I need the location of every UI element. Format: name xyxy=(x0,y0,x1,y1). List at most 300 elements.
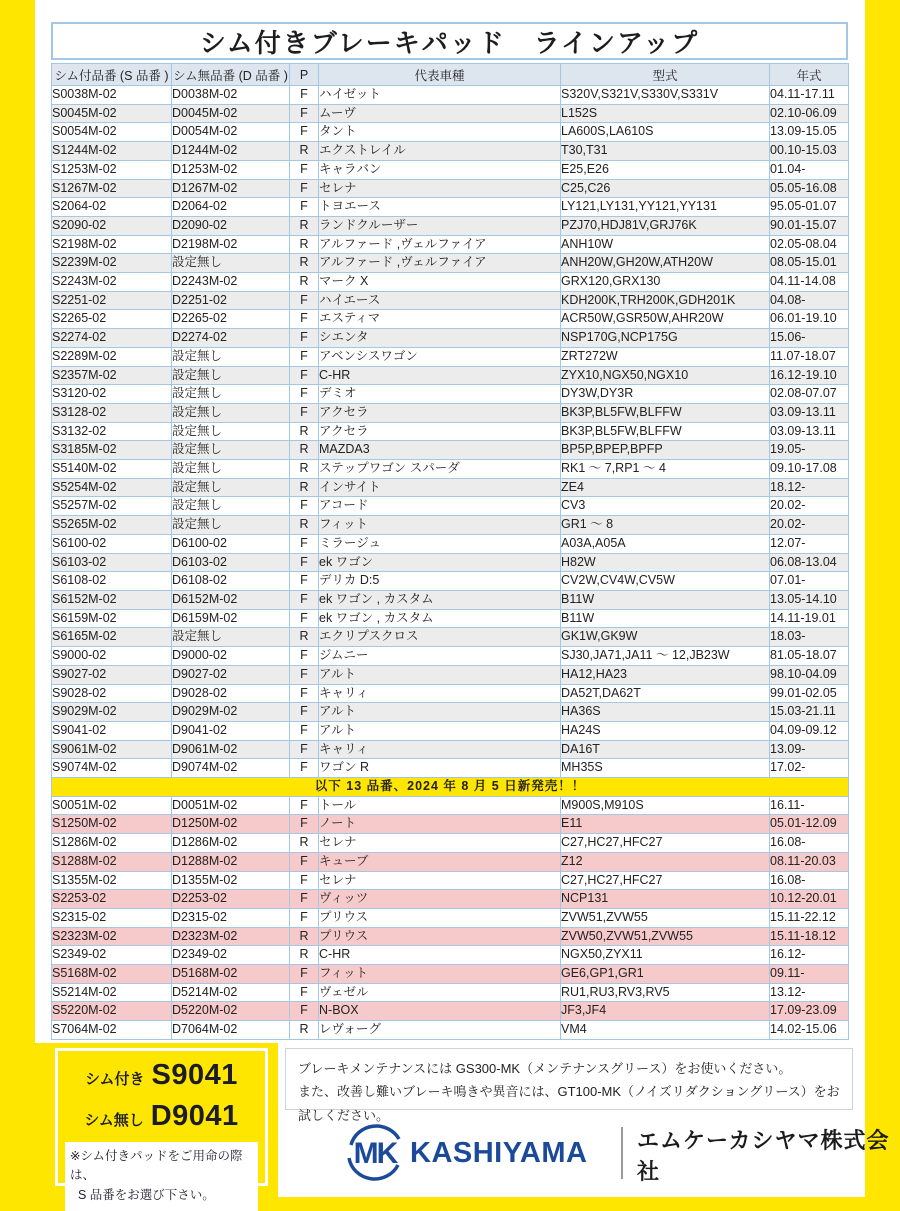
table-row xyxy=(52,198,849,217)
cell-d-code: D1244M-02 xyxy=(172,142,290,161)
cell-d-code: D2251-02 xyxy=(172,291,290,310)
cell-s-code: S2265-02 xyxy=(52,310,172,329)
cell-d-code: 設定無し xyxy=(172,628,290,647)
table-row xyxy=(52,983,849,1002)
cell-s-code: S2198M-02 xyxy=(52,235,172,254)
cell-s-code: S3128-02 xyxy=(52,403,172,422)
cell-year: 15.03-21.11 xyxy=(770,703,849,722)
cell-d-code: D1288M-02 xyxy=(172,852,290,871)
cell-model: ランドクルーザー xyxy=(319,216,561,235)
cell-chassis: ZVW51,ZVW55 xyxy=(561,908,770,927)
cell-year: 18.03- xyxy=(770,628,849,647)
cell-model: ステップワゴン スパーダ xyxy=(319,460,561,479)
cell-year: 13.09- xyxy=(770,740,849,759)
cell-year: 16.12-19.10 xyxy=(770,366,849,385)
table-row xyxy=(52,366,849,385)
cell-year: 13.12- xyxy=(770,983,849,1002)
cell-model: トール xyxy=(319,796,561,815)
cell-model: ek ワゴン xyxy=(319,553,561,572)
cell-d-code: D0054M-02 xyxy=(172,123,290,142)
cell-chassis: BK3P,BL5FW,BLFFW xyxy=(561,422,770,441)
cell-d-code: D1267M-02 xyxy=(172,179,290,198)
cell-chassis: PZJ70,HDJ81V,GRJ76K xyxy=(561,216,770,235)
notice-line1: ブレーキメンテナンスには GS300-MK（メンテナンスグリース）をお使いください。 xyxy=(298,1061,792,1076)
cell-year: 15.11-22.12 xyxy=(770,908,849,927)
table-row xyxy=(52,647,849,666)
cell-model: ハイエース xyxy=(319,291,561,310)
cell-model: ジムニー xyxy=(319,647,561,666)
header-row xyxy=(52,64,849,86)
table-row xyxy=(52,1002,849,1021)
cell-d-code: D6103-02 xyxy=(172,553,290,572)
cell-s-code: S9041-02 xyxy=(52,721,172,740)
cell-s-code: S1267M-02 xyxy=(52,179,172,198)
cell-position: F xyxy=(290,796,319,815)
cell-position: R xyxy=(290,927,319,946)
table-row xyxy=(52,347,849,366)
cell-d-code: D6100-02 xyxy=(172,534,290,553)
cell-position: F xyxy=(290,590,319,609)
table-row xyxy=(52,927,849,946)
cell-d-code: D9000-02 xyxy=(172,647,290,666)
table-row xyxy=(52,179,849,198)
cell-s-code: S5265M-02 xyxy=(52,516,172,535)
cell-s-code: S2251-02 xyxy=(52,291,172,310)
cell-chassis: L152S xyxy=(561,104,770,123)
cell-s-code: S1244M-02 xyxy=(52,142,172,161)
cell-chassis: C27,HC27,HFC27 xyxy=(561,871,770,890)
cell-model: キャリィ xyxy=(319,684,561,703)
table-row xyxy=(52,628,849,647)
cell-d-code: D2315-02 xyxy=(172,908,290,927)
cell-position: F xyxy=(290,534,319,553)
table-row xyxy=(52,385,849,404)
cell-position: F xyxy=(290,759,319,778)
cell-d-code: D1355M-02 xyxy=(172,871,290,890)
cell-position: R xyxy=(290,516,319,535)
cell-year: 98.10-04.09 xyxy=(770,665,849,684)
cell-position: F xyxy=(290,871,319,890)
cell-chassis: E25,E26 xyxy=(561,160,770,179)
cell-chassis: A03A,A05A xyxy=(561,534,770,553)
cell-d-code: 設定無し xyxy=(172,441,290,460)
cell-position: F xyxy=(290,965,319,984)
cell-position: R xyxy=(290,834,319,853)
cell-year: 95.05-01.07 xyxy=(770,198,849,217)
cell-year: 10.12-20.01 xyxy=(770,890,849,909)
cell-d-code: D9029M-02 xyxy=(172,703,290,722)
cell-model: プリウス xyxy=(319,927,561,946)
new-release-banner: 以下 13 品番、2024 年 8 月 5 日新発売！！ xyxy=(52,778,849,797)
cell-year: 13.05-14.10 xyxy=(770,590,849,609)
table-row xyxy=(52,478,849,497)
cell-year: 16.08- xyxy=(770,871,849,890)
cell-position: F xyxy=(290,852,319,871)
cell-s-code: S2315-02 xyxy=(52,908,172,927)
cell-s-code: S3132-02 xyxy=(52,422,172,441)
cell-d-code: D2349-02 xyxy=(172,946,290,965)
cell-year: 81.05-18.07 xyxy=(770,647,849,666)
cell-d-code: D0038M-02 xyxy=(172,86,290,105)
table-row xyxy=(52,104,849,123)
col-header-year: 年式 xyxy=(770,64,849,86)
cell-position: F xyxy=(290,179,319,198)
cell-chassis: KDH200K,TRH200K,GDH201K xyxy=(561,291,770,310)
table-row xyxy=(52,796,849,815)
promo-without-shim xyxy=(58,1100,265,1133)
cell-model: マーク X xyxy=(319,273,561,292)
table-row xyxy=(52,609,849,628)
cell-year: 11.07-18.07 xyxy=(770,347,849,366)
cell-position: F xyxy=(290,347,319,366)
cell-year: 19.05- xyxy=(770,441,849,460)
cell-model: セレナ xyxy=(319,179,561,198)
cell-chassis: C25,C26 xyxy=(561,179,770,198)
table-row xyxy=(52,553,849,572)
cell-model: ミラージュ xyxy=(319,534,561,553)
cell-s-code: S5220M-02 xyxy=(52,1002,172,1021)
table-row xyxy=(52,890,849,909)
table-row xyxy=(52,142,849,161)
cell-chassis: DA52T,DA62T xyxy=(561,684,770,703)
cell-chassis: C27,HC27,HFC27 xyxy=(561,834,770,853)
cell-chassis: RK1 ～ 7,RP1 ～ 4 xyxy=(561,460,770,479)
table-row xyxy=(52,834,849,853)
cell-year: 99.01-02.05 xyxy=(770,684,849,703)
cell-s-code: S9029M-02 xyxy=(52,703,172,722)
cell-d-code: D9027-02 xyxy=(172,665,290,684)
cell-position: F xyxy=(290,553,319,572)
cell-position: F xyxy=(290,329,319,348)
cell-chassis: GR1 ～ 8 xyxy=(561,516,770,535)
cell-s-code: S1286M-02 xyxy=(52,834,172,853)
cell-model: エスティマ xyxy=(319,310,561,329)
cell-year: 00.10-15.03 xyxy=(770,142,849,161)
cell-position: F xyxy=(290,703,319,722)
cell-model: セレナ xyxy=(319,834,561,853)
table-row xyxy=(52,460,849,479)
cell-year: 06.01-19.10 xyxy=(770,310,849,329)
cell-s-code: S0045M-02 xyxy=(52,104,172,123)
cell-model: ek ワゴン , カスタム xyxy=(319,609,561,628)
cell-position: F xyxy=(290,86,319,105)
cell-chassis: CV2W,CV4W,CV5W xyxy=(561,572,770,591)
cell-model: フィット xyxy=(319,965,561,984)
cell-chassis: ANH10W xyxy=(561,235,770,254)
cell-chassis: MH35S xyxy=(561,759,770,778)
cell-s-code: S2090-02 xyxy=(52,216,172,235)
cell-year: 12.07- xyxy=(770,534,849,553)
cell-chassis: GRX120,GRX130 xyxy=(561,273,770,292)
cell-d-code: D6108-02 xyxy=(172,572,290,591)
cell-d-code: 設定無し xyxy=(172,460,290,479)
cell-position: F xyxy=(290,908,319,927)
with-shim-label: シム付き xyxy=(85,1071,145,1088)
cell-position: R xyxy=(290,628,319,647)
cell-chassis: ZRT272W xyxy=(561,347,770,366)
cell-s-code: S6100-02 xyxy=(52,534,172,553)
cell-s-code: S5214M-02 xyxy=(52,983,172,1002)
cell-model: プリウス xyxy=(319,908,561,927)
cell-model: C-HR xyxy=(319,946,561,965)
cell-model: アルト xyxy=(319,665,561,684)
table-row xyxy=(52,403,849,422)
cell-chassis: NGX50,ZYX11 xyxy=(561,946,770,965)
cell-d-code: 設定無し xyxy=(172,347,290,366)
cell-d-code: D2323M-02 xyxy=(172,927,290,946)
cell-s-code: S2064-02 xyxy=(52,198,172,217)
cell-year: 02.08-07.07 xyxy=(770,385,849,404)
cell-d-code: D6159M-02 xyxy=(172,609,290,628)
cell-model: レヴォーグ xyxy=(319,1021,561,1040)
cell-s-code: S0038M-02 xyxy=(52,86,172,105)
cell-position: F xyxy=(290,815,319,834)
cell-s-code: S9061M-02 xyxy=(52,740,172,759)
cell-d-code: 設定無し xyxy=(172,422,290,441)
lineup-tbody xyxy=(52,86,849,1040)
with-shim-code: S9041 xyxy=(151,1059,238,1091)
cell-position: R xyxy=(290,216,319,235)
cell-s-code: S1288M-02 xyxy=(52,852,172,871)
table-row xyxy=(52,273,849,292)
cell-s-code: S9027-02 xyxy=(52,665,172,684)
cell-s-code: S9028-02 xyxy=(52,684,172,703)
cell-model: ノート xyxy=(319,815,561,834)
table-row xyxy=(52,721,849,740)
cell-chassis: S320V,S321V,S330V,S331V xyxy=(561,86,770,105)
cell-year: 17.02- xyxy=(770,759,849,778)
cell-year: 02.05-08.04 xyxy=(770,235,849,254)
cell-position: F xyxy=(290,740,319,759)
cell-model: アクセラ xyxy=(319,403,561,422)
cell-s-code: S2357M-02 xyxy=(52,366,172,385)
cell-d-code: D0045M-02 xyxy=(172,104,290,123)
table-row xyxy=(52,703,849,722)
table-row xyxy=(52,740,849,759)
cell-chassis: DA16T xyxy=(561,740,770,759)
cell-position: F xyxy=(290,160,319,179)
cell-s-code: S5254M-02 xyxy=(52,478,172,497)
cell-chassis: T30,T31 xyxy=(561,142,770,161)
cell-d-code: D2090-02 xyxy=(172,216,290,235)
cell-s-code: S2274-02 xyxy=(52,329,172,348)
cell-d-code: 設定無し xyxy=(172,403,290,422)
cell-position: F xyxy=(290,665,319,684)
table-row xyxy=(52,871,849,890)
cell-d-code: D5168M-02 xyxy=(172,965,290,984)
promo-note-line2: S 品番をお選び下さい。 xyxy=(78,1187,215,1202)
cell-s-code: S2323M-02 xyxy=(52,927,172,946)
cell-chassis: M900S,M910S xyxy=(561,796,770,815)
cell-position: R xyxy=(290,460,319,479)
cell-model: ek ワゴン , カスタム xyxy=(319,590,561,609)
cell-position: F xyxy=(290,403,319,422)
table-row xyxy=(52,815,849,834)
cell-position: F xyxy=(290,497,319,516)
cell-s-code: S2243M-02 xyxy=(52,273,172,292)
company-name: エムケーカシヤマ株式会社 xyxy=(637,1128,890,1184)
cell-year: 04.11-17.11 xyxy=(770,86,849,105)
cell-year: 20.02- xyxy=(770,497,849,516)
cell-d-code: 設定無し xyxy=(172,366,290,385)
cell-year: 16.12- xyxy=(770,946,849,965)
cell-chassis: JF3,JF4 xyxy=(561,1002,770,1021)
cell-chassis: E11 xyxy=(561,815,770,834)
cell-chassis: DY3W,DY3R xyxy=(561,385,770,404)
cell-position: F xyxy=(290,385,319,404)
cell-d-code: D9074M-02 xyxy=(172,759,290,778)
cell-model: デリカ D:5 xyxy=(319,572,561,591)
col-header-d-code: シム無品番 (D 品番 ) xyxy=(172,64,290,86)
table-row xyxy=(52,534,849,553)
cell-year: 08.11-20.03 xyxy=(770,852,849,871)
cell-chassis: Z12 xyxy=(561,852,770,871)
table-row xyxy=(52,216,849,235)
cell-d-code: D7064M-02 xyxy=(172,1021,290,1040)
cell-d-code: 設定無し xyxy=(172,254,290,273)
cell-chassis: GK1W,GK9W xyxy=(561,628,770,647)
notice-line2: また、改善し難いブレーキ鳴きや異音には、GT100-MK（ノイズリダクショングリース）をお試しください。 xyxy=(298,1084,840,1123)
cell-model: アルト xyxy=(319,703,561,722)
cell-year: 20.02- xyxy=(770,516,849,535)
cell-model: エクリプスクロス xyxy=(319,628,561,647)
cell-chassis: RU1,RU3,RV3,RV5 xyxy=(561,983,770,1002)
cell-model: キャリィ xyxy=(319,740,561,759)
cell-model: エクストレイル xyxy=(319,142,561,161)
table-row xyxy=(52,86,849,105)
cell-position: R xyxy=(290,478,319,497)
cell-year: 09.11- xyxy=(770,965,849,984)
cell-d-code: D6152M-02 xyxy=(172,590,290,609)
cell-s-code: S2239M-02 xyxy=(52,254,172,273)
cell-model: ムーヴ xyxy=(319,104,561,123)
footer-divider xyxy=(621,1127,623,1179)
cell-year: 03.09-13.11 xyxy=(770,422,849,441)
cell-position: F xyxy=(290,647,319,666)
table-row xyxy=(52,590,849,609)
cell-chassis: BK3P,BL5FW,BLFFW xyxy=(561,403,770,422)
cell-position: F xyxy=(290,104,319,123)
cell-model: ハイゼット xyxy=(319,86,561,105)
col-header-chassis: 型式 xyxy=(561,64,770,86)
promo-note xyxy=(65,1142,258,1211)
cell-s-code: S2253-02 xyxy=(52,890,172,909)
cell-d-code: 設定無し xyxy=(172,385,290,404)
cell-year: 15.06- xyxy=(770,329,849,348)
cell-position: R xyxy=(290,142,319,161)
cell-model: N-BOX xyxy=(319,1002,561,1021)
table-row xyxy=(52,516,849,535)
mk-logo-icon xyxy=(344,1124,406,1182)
cell-position: R xyxy=(290,235,319,254)
cell-year: 05.05-16.08 xyxy=(770,179,849,198)
cell-year: 04.11-14.08 xyxy=(770,273,849,292)
cell-d-code: D9028-02 xyxy=(172,684,290,703)
cell-model: ヴェゼル xyxy=(319,983,561,1002)
cell-year: 15.11-18.12 xyxy=(770,927,849,946)
cell-year: 14.02-15.06 xyxy=(770,1021,849,1040)
table-row xyxy=(52,852,849,871)
cell-s-code: S6159M-02 xyxy=(52,609,172,628)
cell-position: F xyxy=(290,983,319,1002)
cell-s-code: S6152M-02 xyxy=(52,590,172,609)
table-row xyxy=(52,965,849,984)
promo-note-line1: ※シム付きパッドをご用命の際は、 xyxy=(70,1149,243,1183)
cell-model: インサイト xyxy=(319,478,561,497)
cell-year: 03.09-13.11 xyxy=(770,403,849,422)
cell-chassis: LA600S,LA610S xyxy=(561,123,770,142)
cell-position: R xyxy=(290,422,319,441)
cell-model: アルト xyxy=(319,721,561,740)
cell-position: F xyxy=(290,1002,319,1021)
cell-position: F xyxy=(290,721,319,740)
cell-d-code: 設定無し xyxy=(172,497,290,516)
cell-position: R xyxy=(290,441,319,460)
col-header-model: 代表車種 xyxy=(319,64,561,86)
cell-s-code: S0051M-02 xyxy=(52,796,172,815)
cell-model: キャラバン xyxy=(319,160,561,179)
without-shim-code: D9041 xyxy=(150,1100,239,1132)
cell-position: F xyxy=(290,291,319,310)
cell-s-code: S6108-02 xyxy=(52,572,172,591)
cell-position: R xyxy=(290,1021,319,1040)
cell-year: 02.10-06.09 xyxy=(770,104,849,123)
cell-chassis: ZE4 xyxy=(561,478,770,497)
cell-model: フィット xyxy=(319,516,561,535)
cell-s-code: S5140M-02 xyxy=(52,460,172,479)
grease-notice-box xyxy=(285,1048,853,1123)
col-header-s-code: シム付品番 (S 品番 ) xyxy=(52,64,172,86)
cell-position: R xyxy=(290,946,319,965)
cell-d-code: D5220M-02 xyxy=(172,1002,290,1021)
cell-model: ヴィッツ xyxy=(319,890,561,909)
table-row xyxy=(52,310,849,329)
table-row xyxy=(52,1021,849,1040)
cell-s-code: S2289M-02 xyxy=(52,347,172,366)
cell-year: 18.12- xyxy=(770,478,849,497)
cell-d-code: D1250M-02 xyxy=(172,815,290,834)
cell-s-code: S2349-02 xyxy=(52,946,172,965)
lineup-table xyxy=(51,63,849,1040)
cell-model: シエンタ xyxy=(319,329,561,348)
cell-position: F xyxy=(290,684,319,703)
cell-year: 04.09-09.12 xyxy=(770,721,849,740)
cell-chassis: ACR50W,GSR50W,AHR20W xyxy=(561,310,770,329)
cell-model: アベンシスワゴン xyxy=(319,347,561,366)
cell-chassis: NSP170G,NCP175G xyxy=(561,329,770,348)
cell-chassis: B11W xyxy=(561,609,770,628)
cell-s-code: S1253M-02 xyxy=(52,160,172,179)
cell-s-code: S6103-02 xyxy=(52,553,172,572)
cell-chassis: B11W xyxy=(561,590,770,609)
page-title: シム付きブレーキパッド ラインアップ xyxy=(51,22,848,60)
cell-year: 07.01- xyxy=(770,572,849,591)
cell-model: C-HR xyxy=(319,366,561,385)
cell-position: R xyxy=(290,254,319,273)
cell-d-code: D2243M-02 xyxy=(172,273,290,292)
table-row xyxy=(52,665,849,684)
cell-year: 09.10-17.08 xyxy=(770,460,849,479)
cell-s-code: S3120-02 xyxy=(52,385,172,404)
cell-d-code: D2274-02 xyxy=(172,329,290,348)
cell-chassis: HA12,HA23 xyxy=(561,665,770,684)
cell-model: MAZDA3 xyxy=(319,441,561,460)
cell-position: F xyxy=(290,890,319,909)
cell-chassis: HA24S xyxy=(561,721,770,740)
logo-wordmark: KASHIYAMA xyxy=(410,1136,588,1169)
cell-model: トヨエース xyxy=(319,198,561,217)
cell-model: アルファード ,ヴェルファイア xyxy=(319,254,561,273)
